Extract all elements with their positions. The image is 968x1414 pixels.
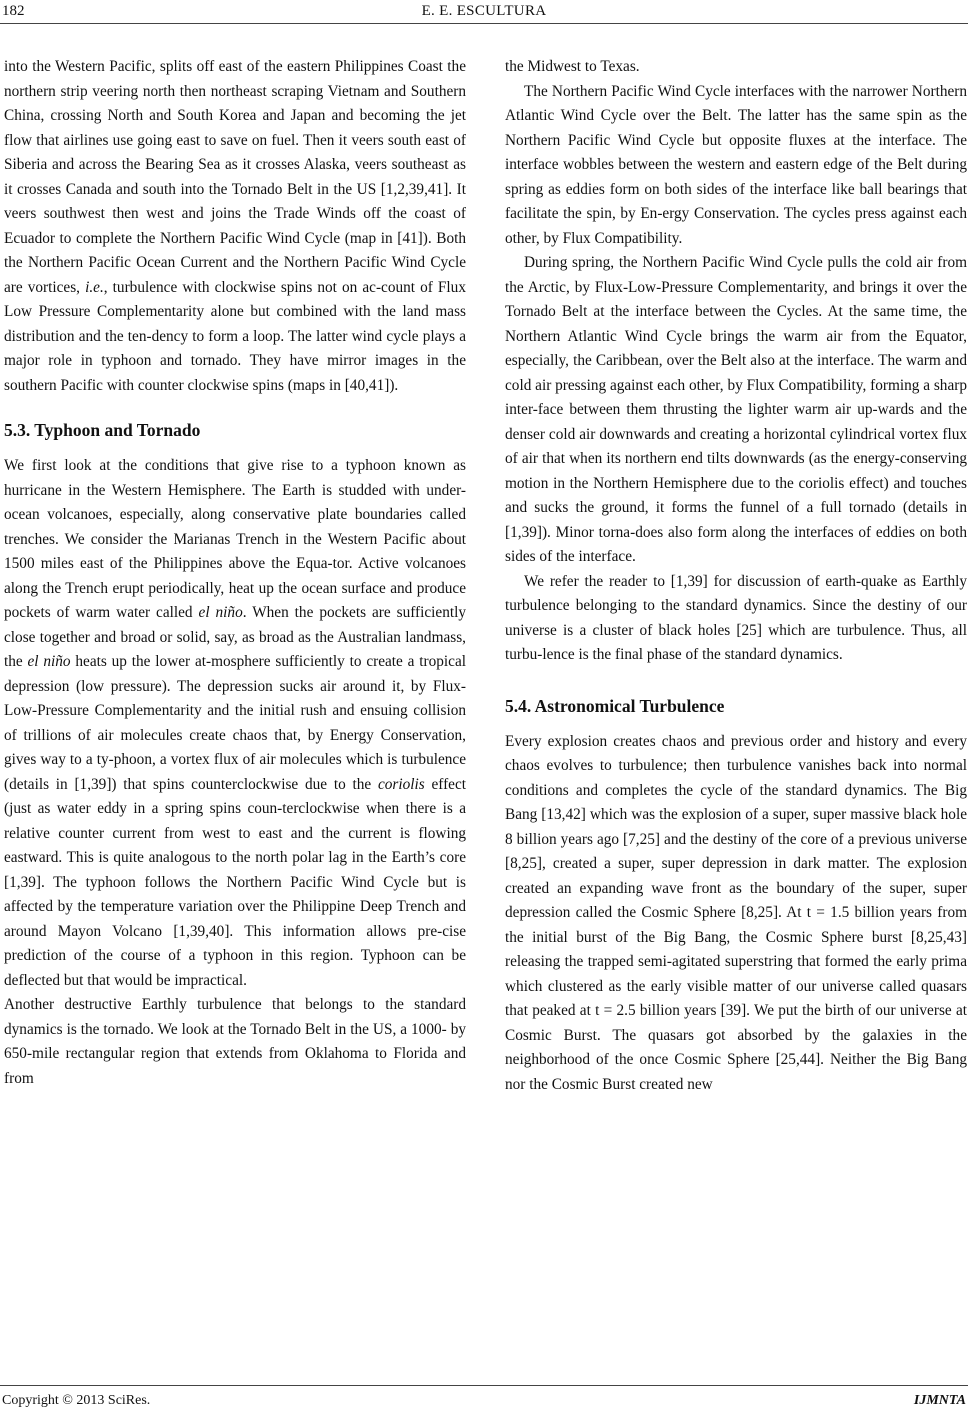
footer-divider [0, 1385, 968, 1386]
paragraph [505, 80, 967, 252]
copyright-notice: Copyright © 2013 SciRes. [2, 1393, 151, 1408]
paragraph [505, 730, 967, 1098]
paragraph [505, 55, 967, 80]
paragraph [4, 55, 466, 398]
italic-term: el niño [27, 653, 71, 670]
text-run: Every explosion creates chaos and previous order and history and every chaos evolves to turbulence; then turbulence vanishes back into normal conditions and completes the cycle of the standard dynamics. The Big Bang [13,42] which was the explosion of a super, super massive black hole 8 billion years ago [7,25] and the destiny of the core of a previous universe [8,25], created a super, super depression in dark matter. The explosion created an expanding wave front as the boundary of the super, super depression called the Cosmic Sphere [8,25]. At t = 1.5 billion years from the initial burst of the Big Bang, the Cosmic Sphere burst [8,25,43] releasing the trapped semi-agitated superstring that formed the early prima which clustered as the early visible matter of our universe called quasars that peaked at t = 2.5 billion years [39]. We put the birth of our universe at Cosmic Burst. The quasars got absorbed by the galaxies in the neighborhood of the once Cosmic Sphere [25,44]. Neither the Big Bang nor the Cosmic Burst created new [505, 732, 967, 1093]
page-number: 182 [2, 3, 25, 19]
text-run: , turbulence with clockwise spins not on ac-count of Flux Low Pressure Complementarity alone but combined with the land mass distribution and the ten-dency to form a loop. The latter wind cycle plays a major role in typhoon and tornado. They have mirror images in the southern Pacific with counter clockwise spins (maps in [40,41]). [4, 278, 466, 394]
running-head-author: E. E. ESCULTURA [421, 3, 547, 19]
section-heading-5-4: 5.4. Astronomical Turbulence [505, 695, 725, 716]
text-run: effect (just as water eddy in a spring spins coun-terclockwise when there is a relative counter current from west to east and the current is flowing eastward. This is quite analogous to the north polar lag in the Earth’s core [1,39]. The typhoon follows the Northern Pacific Wind Cycle but is affected by the temperature variation over the Philippine Deep Trench and around Mayon Volcano [1,39,40]. This information allows pre-cise prediction of the course of a typhoon in this region. Typhoon can be deflected but that would be impractical. [4, 775, 466, 989]
journal-abbreviation: IJMNTA [913, 1393, 966, 1408]
text-run: Another destructive Earthly turbulence that belongs to the standard dynamics is the tornado. We look at the Tornado Belt in the US, a 1000- by 650-mile rectangular region that extends from Oklahoma to Florida and from [4, 996, 466, 1087]
text-run: into the Western Pacific, splits off east of the eastern Philippines Coast the northern strip veering north then northeast scraping Vietnam and Southern China, crossing North and South Korea and Japan and becoming the jet flow that airlines use going east to save on fuel. Then it veers south east of Siberia and across the Bearing Sea as it crosses Alaska, veers southeast as it crosses Canada and south into the Tornado Belt in the US [1,2,39,41]. It veers southwest then west and joins the Trade Winds off the coast of Ecuador to complete the Northern Pacific Wind Cycle (map in [41]). Both the Northern Pacific Ocean Current and the Northern Pacific Wind Cycle are vortices, [4, 58, 466, 296]
paragraph [4, 993, 466, 1091]
text-run: We first look at the conditions that give rise to a typhoon known as hurricane in the Western Hemisphere. The Earth is studded with under-ocean volcanoes, especially, along conservative plate boundaries called trenches. We consider the Marianas Trench in the Western Pacific about 1500 miles east of the Philippines above the Equa-tor. Active volcanoes along the Trench erupt periodically, heat up the ocean surface and produce pockets of warm water called [4, 457, 466, 621]
italic-term: i.e. [85, 278, 104, 296]
right-column [505, 55, 967, 1097]
page-header [0, 0, 968, 30]
text-run: . When the pockets are sufficiently close together and broad or solid, say, as broad as the Australian landmass, the [4, 604, 467, 670]
paragraph [505, 570, 967, 668]
header-divider [0, 23, 968, 24]
text-run: We refer the reader to [1,39] for discussion of earth-quake as Earthly turbulence belonging to the standard dynamics. Since the destiny of our universe is a cluster of black holes [25] which are turbulence. Thus, all turbu-lence is the final phase of the standard dynamics. [505, 572, 967, 663]
paragraph [505, 251, 967, 570]
text-run: heats up the lower at-mosphere sufficiently to create a tropical depression (low pressure). The depression sucks air around it, by Flux-Low-Pressure Complementarity and the initial rush and ensuing collision of trillions of air molecules create chaos that, by Energy Conservation, gives way to a ty-phoon, a vortex flux of air molecules which is turbulence (details in [1,39]) that spins counterclockwise due to the [4, 653, 466, 793]
italic-term: coriolis [377, 775, 425, 793]
paragraph [4, 454, 466, 993]
section-heading-5-3: 5.3. Typhoon and Tornado [4, 420, 201, 440]
page-footer [0, 1385, 968, 1414]
italic-term: el niño [198, 604, 243, 621]
text-run: The Northern Pacific Wind Cycle interfaces with the narrower Northern Atlantic Wind Cycle over the Belt. The latter has the same spin as the Northern Pacific Wind Cycle but opposite fluxes at the interface. The interface wobbles between the western and eastern edge of the Belt during spring as eddies form on both sides of the interface like ball bearings that facilitate the spin, by En-ergy Conservation. The cycles press against each other, by Flux Compatibility. [505, 82, 967, 247]
text-run: the Midwest to Texas. [505, 58, 640, 75]
left-column [4, 55, 466, 1091]
text-run: During spring, the Northern Pacific Wind Cycle pulls the cold air from the Arctic, by Flux-Low-Pressure Complementarity, and brings it over the Tornado Belt at the interface between the Cycles. At the same time, the Northern Atlantic Wind Cycle brings the warm air from the Equator, especially, the Caribbean, over the Belt also at the interface. The warm and cold air pressing against each other, by Flux Compatibility, forming a sharp inter-face between them thrusting the lighter warm air up-wards and the denser cold air downwards and creating a horizontal cylindrical vortex flux of air that when its northern end tilts downwards (as the energy-conserving motion in the Northern Hemisphere due to the coriolis effect) and touches and sucks the ground, it forms the funnel of a full tornado (details in [1,39]). Minor torna-does also form along the interfaces of eddies on both sides of the interface. [505, 254, 967, 565]
